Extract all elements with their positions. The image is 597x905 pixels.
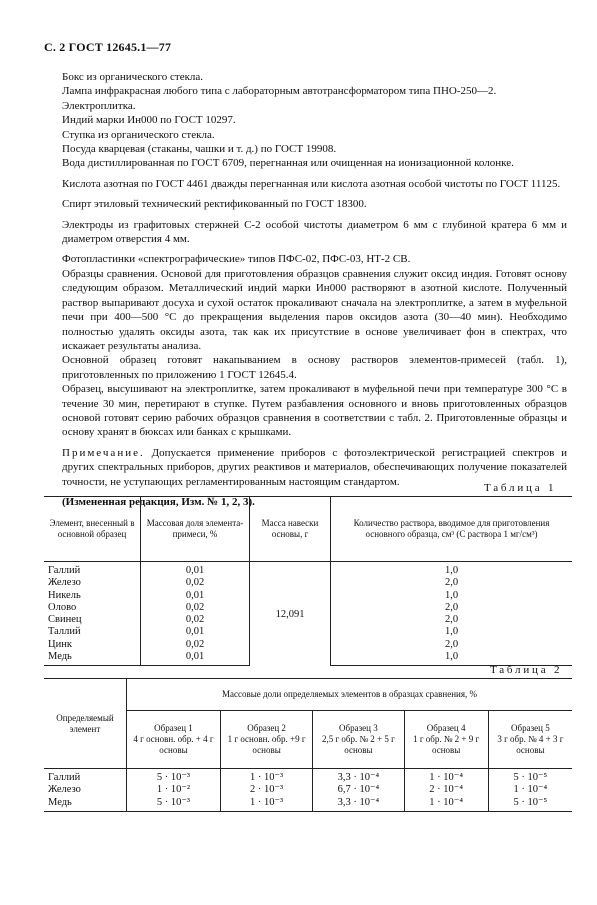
table2-cell: 3,3 · 10⁻⁴ [313, 797, 404, 812]
table2-cell: 1 · 10⁻⁴ [404, 769, 488, 785]
table1-header: Массовая доля элемента-примеси, % [141, 497, 250, 562]
table1-cell: 0,02 [141, 639, 250, 651]
paragraph: Образцы сравнения. Основой для приготовления образцов сравнения служит оксид индия. Готовят основу следующим образом. Металлический индий марки Ин000 растворяют в азотной кислоте. Полученный раствор выпаривают досуха и сухой остаток прокаливают сначала на электроплитке, а затем в муфельной печи при 400—500 °С до прекращения выделения паров оксидов азота (30—40 мин). Необходимо полностью удалять оксиды азота, так как их присутствие в основе увеличивает фон в спектрах, что искажает результаты анализа. [62, 267, 567, 352]
table1-cell: 2,0 [331, 614, 573, 626]
table1-mass-cell: 12,091 [250, 562, 331, 666]
paragraph: Образец, высушивают на электроплитке, затем прокаливают в муфельной печи при температуре 300 °С в течение 30 мин, перетирают в ступке. Путем разбавления основного и вновь приготовленных образцов основой готовят серию рабочих образцов сравнения в соответствии с табл. 2. Приготовленные образцы и основу хранят в бюксах или банках с крышками. [62, 383, 567, 439]
table2-subheader: Образец 4 1 г обр. № 2 + 9 г основы [404, 711, 488, 769]
table1-cell: 0,01 [141, 562, 250, 578]
table1-cell: 0,02 [141, 614, 250, 626]
table1-cell: 2,0 [331, 639, 573, 651]
table1-cell: 2,0 [331, 602, 573, 614]
table2-cell: 1 · 10⁻² [127, 784, 221, 796]
table1-cell: 0,01 [141, 626, 250, 638]
paragraph: Бокс из органического стекла. [62, 71, 204, 83]
table2-subheader: Образец 2 1 г основн. обр. +9 г основы [220, 711, 312, 769]
table2-cell: 1 · 10⁻⁴ [488, 784, 572, 796]
paragraph: Вода дистиллированная по ГОСТ 6709, перегнанная или очищенная на ионизационной колонке. [62, 157, 514, 170]
table2-cell: 6,7 · 10⁻⁴ [313, 784, 404, 796]
table1-cell: 1,0 [331, 562, 573, 578]
paragraph: Спирт этиловый технический ректификованный по ГОСТ 18300. [62, 198, 367, 211]
table2-cell: Железо [48, 784, 81, 796]
table2-cell: Медь [44, 797, 127, 812]
table2-subheader: Образец 3 2,5 г обр. № 2 + 5 г основы [313, 711, 404, 769]
table-2 [44, 678, 572, 812]
table1-header: Масса навески основы, г [250, 497, 331, 562]
table-1 [44, 496, 572, 666]
table1-cell: 2,0 [331, 577, 573, 589]
table2-cell: 5 · 10⁻³ [127, 769, 221, 785]
paragraph: Посуда кварцевая (стаканы, чашки и т. д.) по ГОСТ 19908. [62, 143, 337, 156]
paragraph: Электроплитка. [62, 99, 136, 112]
table1-cell: 0,02 [141, 602, 250, 614]
table1-cell: 1,0 [331, 651, 573, 666]
paragraph: Лампа инфракрасная любого типа с лабораторным автотрансформатором типа ПНО-250—2. [62, 85, 497, 98]
paragraph: Кислота азотная по ГОСТ 4461 дважды перегнанная или кислота азотная особой чистоты по ГОСТ 11125. [62, 177, 561, 190]
table1-caption: Таблица 1 [484, 482, 557, 494]
paragraph: Электроды из графитовых стержней С-2 особой чистоты диаметром 6 мм с глубиной кратера 6 мм и диаметром отверстия 4 мм. [62, 218, 567, 246]
table1-cell: 1,0 [331, 590, 573, 602]
table-row [44, 562, 572, 578]
table2-cell: 1 · 10⁻³ [220, 769, 312, 785]
table1-cell: Галлий [48, 565, 81, 576]
table2-subheader: Образец 1 4 г основн. обр. + 4 г основы [127, 711, 221, 769]
table1-cell: Железо [48, 577, 81, 589]
table2-subheader: Образец 5 3 г обр. № 4 + 3 г основы [488, 711, 572, 769]
table2-header-element: Определяемый элемент [44, 679, 127, 769]
table2-group-header: Массовые доли определяемых элементов в образцах сравнения, % [127, 679, 573, 711]
note-label: Примечание. [62, 446, 145, 459]
table1-cell: Медь [44, 651, 141, 666]
table1-cell: Олово [48, 601, 77, 613]
paragraph: Ступка из органического стекла. [62, 128, 215, 141]
page-header: С. 2 ГОСТ 12645.1—77 [44, 40, 172, 54]
table2-cell: 5 · 10⁻⁵ [488, 769, 572, 785]
table2-cell: 3,3 · 10⁻⁴ [313, 769, 404, 785]
table1-cell: 0,01 [141, 590, 250, 602]
document-body [62, 70, 567, 509]
table2-cell: 2 · 10⁻³ [220, 784, 312, 796]
table-row [44, 797, 572, 812]
table1-header: Количество раствора, вводимое для приготовления основного образца, см³ (С раствора 1 мг/см³) [331, 497, 573, 562]
table-row [44, 784, 572, 796]
table-row [44, 769, 572, 785]
table2-caption: Таблица 2 [490, 664, 563, 676]
table1-cell: Цинк [48, 638, 72, 650]
paragraph: Индий марки Ин000 по ГОСТ 10297. [62, 114, 236, 127]
table2-cell: 1 · 10⁻⁴ [404, 797, 488, 812]
table1-cell: Таллий [48, 626, 81, 638]
table1-cell: 0,01 [141, 651, 250, 666]
table1-cell: 0,02 [141, 577, 250, 589]
table2-cell: 1 · 10⁻³ [220, 797, 312, 812]
table2-cell: 2 · 10⁻⁴ [404, 784, 488, 796]
table1-header: Элемент, внесенный в основной образец [44, 497, 141, 562]
paragraph: Фотопластинки «спектрографические» типов ПФС-02, ПФС-03, НТ-2 СВ. [62, 253, 411, 266]
table1-cell: 1,0 [331, 626, 573, 638]
table1-cell: Свинец [48, 614, 82, 626]
table2-cell: 5 · 10⁻³ [127, 797, 221, 812]
note-text: Допускается применение приборов с фотоэлектрической регистрацией спектров и других спектральных приборов, других реактивов и материалов, обеспечивающих получение показателей точности, не уступающих регламентированным настоящим стандартом. [62, 446, 567, 488]
table2-cell: 5 · 10⁻⁵ [488, 797, 572, 812]
revision-note: (Измененная редакция, Изм. № 1, 2, 3). [62, 495, 255, 508]
paragraph: Основной образец готовят накапыванием в основу растворов элементов-примесей (табл. 1), приготовленных по приложению 1 ГОСТ 12645.4. [62, 354, 567, 381]
table2-cell: Галлий [48, 772, 81, 783]
table1-cell: Никель [48, 589, 81, 601]
